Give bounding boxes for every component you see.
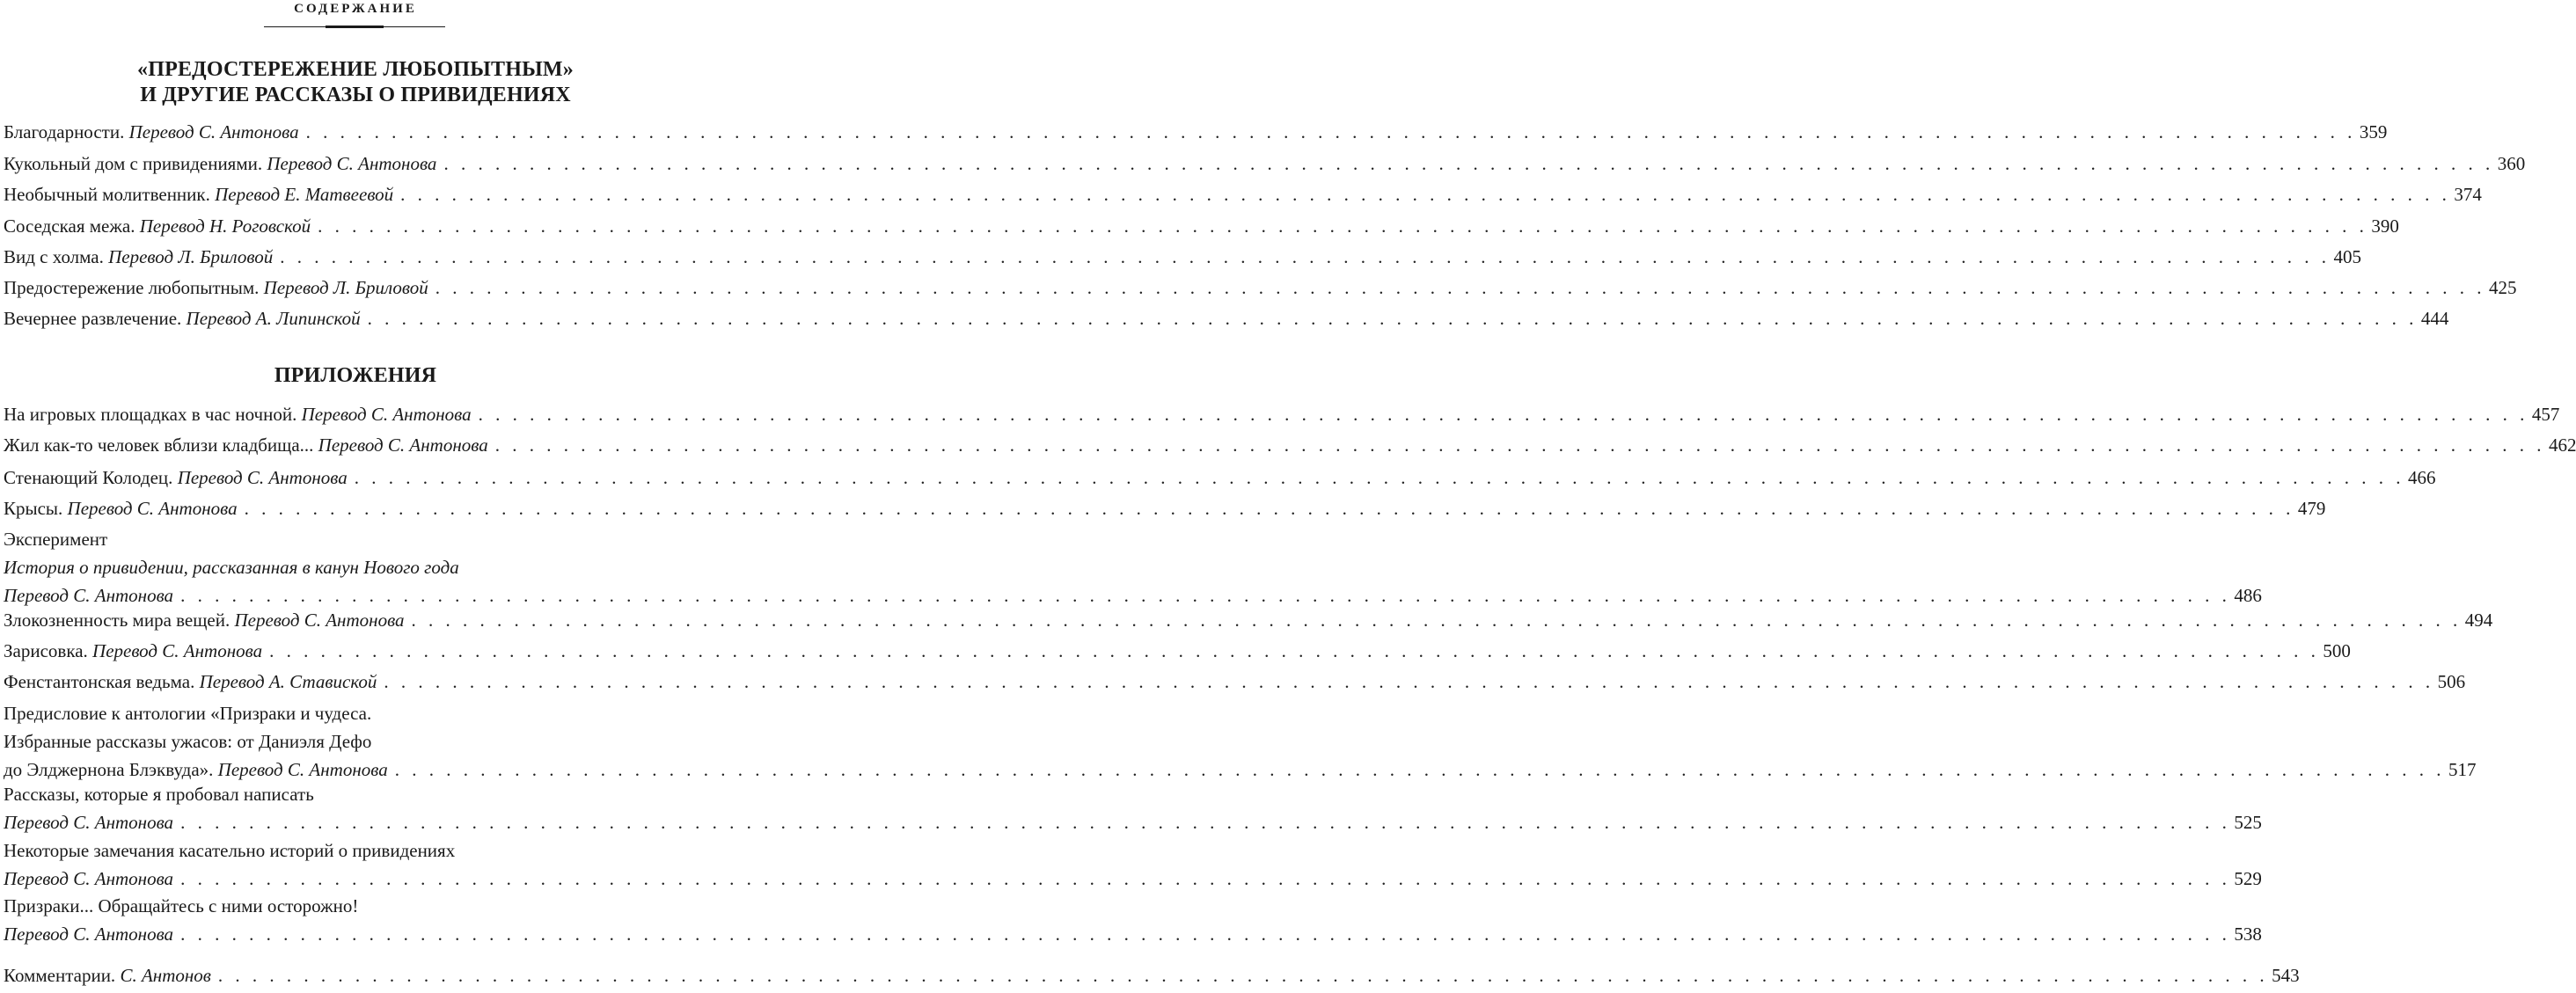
toc-entry[interactable]: [4, 606, 2493, 634]
running-head: СОДЕРЖАНИЕ: [294, 2, 417, 16]
entry-translator: Перевод С. Антонова: [318, 434, 488, 456]
dot-leader: . . . . . . . . . . . . . . . . . . . . . . . . . . . . . . . . . . . . . . . . . . . . . . . . . . . . . . . . . . . . . . . . . . . . . . . . . . . . . . . . . . . . . . . . . . . . . . . . . . . . . . . . . . . . . . . . . . . . . . . .: [180, 585, 2231, 606]
entry-translator: Перевод С. Антонова: [4, 924, 174, 945]
header-rule-ornament: [326, 26, 384, 28]
dot-leader: . . . . . . . . . . . . . . . . . . . . . . . . . . . . . . . . . . . . . . . . . . . . . . . . . . . . . . . . . . . . . . . . . . . . . . . . . . . . . . . . . . . . . . . . . . . . . . . . . . . . . . . . . . . . . . . . . . . . . . . .: [411, 610, 2462, 631]
entry-title: Крысы.: [4, 498, 63, 519]
dot-leader: . . . . . . . . . . . . . . . . . . . . . . . . . . . . . . . . . . . . . . . . . . . . . . . . . . . . . . . . . . . . . . . . . . . . . . . . . . . . . . . . . . . . . . . . . . . . . . . . . . . . . . . . . . . . . . . . . . . . . . . .: [367, 308, 2418, 329]
toc-entry[interactable]: [4, 637, 2351, 665]
toc-entry[interactable]: [4, 243, 2361, 271]
dot-leader: . . . . . . . . . . . . . . . . . . . . . . . . . . . . . . . . . . . . . . . . . . . . . . . . . . . . . . . . . . . . . . . . . . . . . . . . . . . . . . . . . . . . . . . . . . . . . . . . . . . . . . . . . . . . . . . . . . . . . . . .: [384, 671, 2434, 692]
toc-entry[interactable]: [4, 525, 2262, 610]
entry-page-number: 457: [2531, 404, 2560, 425]
toc-entry[interactable]: [4, 304, 2449, 332]
dot-leader: . . . . . . . . . . . . . . . . . . . . . . . . . . . . . . . . . . . . . . . . . . . . . . . . . . . . . . . . . . . . . . . . . . . . . . . . . . . . . . . . . . . . . . . . . . . . . . . . . . . . . . . . . . . . . . . . . . . . . . . .: [217, 965, 2269, 986]
toc-entry[interactable]: [4, 400, 2560, 428]
entry-title: Благодарности.: [4, 121, 125, 142]
entry-page-number: 390: [2371, 215, 2399, 237]
toc-entry[interactable]: [4, 494, 2326, 522]
entry-title-line: Избранные рассказы ужасов: от Даниэля Дефо: [4, 731, 372, 752]
dot-leader: . . . . . . . . . . . . . . . . . . . . . . . . . . . . . . . . . . . . . . . . . . . . . . . . . . . . . . . . . . . . . . . . . . . . . . . . . . . . . . . . . . . . . . . . . . . . . . . . . . . . . . . . . . . . . . . . . . . . . . . .: [269, 640, 2320, 661]
entry-page-number: 538: [2234, 924, 2262, 945]
entry-page-number: 425: [2489, 277, 2517, 298]
entry-title: На игровых площадках в час ночной.: [4, 404, 297, 425]
entry-page-number: 543: [2272, 965, 2300, 986]
entry-page-number: 479: [2297, 498, 2326, 519]
toc-entry[interactable]: [4, 836, 2262, 893]
dot-leader: . . . . . . . . . . . . . . . . . . . . . . . . . . . . . . . . . . . . . . . . . . . . . . . . . . . . . . . . . . . . . . . . . . . . . . . . . . . . . . . . . . . . . . . . . . . . . . . . . . . . . . . . . . . . . . . . . . . . . . . .: [280, 246, 2331, 267]
dot-leader: . . . . . . . . . . . . . . . . . . . . . . . . . . . . . . . . . . . . . . . . . . . . . . . . . . . . . . . . . . . . . . . . . . . . . . . . . . . . . . . . . . . . . . . . . . . . . . . . . . . . . . . . . . . . . . . . . . . . . . . .: [435, 277, 2486, 298]
toc-entry[interactable]: [4, 464, 2436, 492]
section-title-stories-line2: И ДРУГИЕ РАССКАЗЫ О ПРИВИДЕНИЯХ: [140, 84, 571, 106]
entry-page-number: 486: [2234, 585, 2262, 606]
entry-page-number: 529: [2234, 868, 2262, 889]
dot-leader: . . . . . . . . . . . . . . . . . . . . . . . . . . . . . . . . . . . . . . . . . . . . . . . . . . . . . . . . . . . . . . . . . . . . . . . . . . . . . . . . . . . . . . . . . . . . . . . . . . . . . . . . . . . . . . . . . . . . . . . .: [478, 404, 2528, 425]
entry-title: Кукольный дом с привидениями.: [4, 153, 263, 174]
entry-page-number: 506: [2437, 671, 2466, 692]
toc-entry[interactable]: [4, 150, 2526, 178]
entry-page-number: 462: [2548, 434, 2576, 456]
entry-page-number: 525: [2234, 812, 2262, 833]
entry-title: Зарисовка.: [4, 640, 88, 661]
dot-leader: . . . . . . . . . . . . . . . . . . . . . . . . . . . . . . . . . . . . . . . . . . . . . . . . . . . . . . . . . . . . . . . . . . . . . . . . . . . . . . . . . . . . . . . . . . . . . . . . . . . . . . . . . . . . . . . . . . . . . . . .: [354, 467, 2404, 488]
entry-title: Рассказы, которые я пробовал написать: [4, 784, 314, 805]
entry-page-number: 405: [2333, 246, 2361, 267]
entry-page-number: 500: [2323, 640, 2351, 661]
entry-title: Предостережение любопытным.: [4, 277, 260, 298]
entry-translator: Перевод С. Антонова: [4, 868, 174, 889]
entry-title: Вечернее развлечение.: [4, 308, 182, 329]
entry-title: Соседская межа.: [4, 215, 135, 237]
entry-translator: Перевод С. Антонова: [301, 404, 472, 425]
entry-page-number: 374: [2454, 184, 2482, 205]
entry-title: Эксперимент: [4, 529, 108, 550]
entry-translator: Перевод Л. Бриловой: [108, 246, 274, 267]
entry-page-number: 494: [2464, 610, 2493, 631]
section-title-stories-line1: «ПРЕДОСТЕРЕЖЕНИЕ ЛЮБОПЫТНЫМ»: [137, 58, 574, 81]
entry-page-number: 359: [2359, 121, 2388, 142]
entry-translator: Перевод С. Антонова: [217, 759, 388, 780]
toc-entry[interactable]: [4, 699, 2477, 784]
dot-leader: . . . . . . . . . . . . . . . . . . . . . . . . . . . . . . . . . . . . . . . . . . . . . . . . . . . . . . . . . . . . . . . . . . . . . . . . . . . . . . . . . . . . . . . . . . . . . . . . . . . . . . . . . . . . . . . . . . . . . . . .: [305, 121, 2356, 142]
entry-translator: Перевод С. Антонова: [177, 467, 348, 488]
toc-entry[interactable]: [4, 274, 2517, 302]
dot-leader: . . . . . . . . . . . . . . . . . . . . . . . . . . . . . . . . . . . . . . . . . . . . . . . . . . . . . . . . . . . . . . . . . . . . . . . . . . . . . . . . . . . . . . . . . . . . . . . . . . . . . . . . . . . . . . . . . . . . . . . .: [180, 924, 2231, 945]
entry-translator: Перевод С. Антонова: [92, 640, 263, 661]
entry-translator: Перевод С. Антонова: [128, 121, 299, 142]
entry-title: Некоторые замечания касательно историй о привидениях: [4, 840, 456, 861]
toc-entry[interactable]: [4, 892, 2262, 948]
dot-leader: . . . . . . . . . . . . . . . . . . . . . . . . . . . . . . . . . . . . . . . . . . . . . . . . . . . . . . . . . . . . . . . . . . . . . . . . . . . . . . . . . . . . . . . . . . . . . . . . . . . . . . . . . . . . . . . . . . . . . . . .: [180, 868, 2231, 889]
entry-title: Комментарии.: [4, 965, 116, 986]
toc-entry[interactable]: [4, 212, 2399, 240]
entry-title: до Элджернона Блэквуда».: [4, 759, 214, 780]
entry-translator: Перевод С. Антонова: [267, 153, 437, 174]
entry-translator: Перевод Е. Матвеевой: [215, 184, 394, 205]
toc-entry[interactable]: [4, 961, 2300, 989]
dot-leader: . . . . . . . . . . . . . . . . . . . . . . . . . . . . . . . . . . . . . . . . . . . . . . . . . . . . . . . . . . . . . . . . . . . . . . . . . . . . . . . . . . . . . . . . . . . . . . . . . . . . . . . . . . . . . . . . . . . . . . . .: [180, 812, 2231, 833]
entry-translator: Перевод С. Антонова: [4, 812, 174, 833]
entry-translator: Перевод А. Ставиской: [199, 671, 377, 692]
entry-title: Жил как-то человек вблизи кладбища...: [4, 434, 314, 456]
entry-page-number: 444: [2420, 308, 2449, 329]
entry-title: Стенающий Колодец.: [4, 467, 173, 488]
dot-leader: . . . . . . . . . . . . . . . . . . . . . . . . . . . . . . . . . . . . . . . . . . . . . . . . . . . . . . . . . . . . . . . . . . . . . . . . . . . . . . . . . . . . . . . . . . . . . . . . . . . . . . . . . . . . . . . . . . . . . . . .: [318, 215, 2368, 237]
entry-translator: Перевод Л. Бриловой: [263, 277, 428, 298]
entry-translator: Перевод Н. Роговской: [139, 215, 311, 237]
entry-page-number: 517: [2448, 759, 2477, 780]
entry-title: Необычный молитвенник.: [4, 184, 210, 205]
toc-entry[interactable]: [4, 118, 2388, 146]
entry-title: Фенстантонская ведьма.: [4, 671, 195, 692]
toc-page: [4, 0, 2576, 993]
entry-title-line: Предисловие к антологии «Призраки и чудеса.: [4, 703, 372, 724]
toc-entry[interactable]: [4, 180, 2482, 208]
dot-leader: . . . . . . . . . . . . . . . . . . . . . . . . . . . . . . . . . . . . . . . . . . . . . . . . . . . . . . . . . . . . . . . . . . . . . . . . . . . . . . . . . . . . . . . . . . . . . . . . . . . . . . . . . . . . . . . . . . . . . . . .: [494, 434, 2545, 456]
section-title-appendices: ПРИЛОЖЕНИЯ: [274, 364, 437, 387]
entry-title: Вид с холма.: [4, 246, 104, 267]
dot-leader: . . . . . . . . . . . . . . . . . . . . . . . . . . . . . . . . . . . . . . . . . . . . . . . . . . . . . . . . . . . . . . . . . . . . . . . . . . . . . . . . . . . . . . . . . . . . . . . . . . . . . . . . . . . . . . . . . . . . . . . .: [443, 153, 2494, 174]
toc-entry[interactable]: [4, 668, 2466, 696]
toc-entry[interactable]: [4, 780, 2262, 836]
entry-subtitle: История о привидении, рассказанная в канун Нового года: [4, 557, 459, 578]
entry-translator: С. Антонов: [120, 965, 211, 986]
entry-translator: Перевод С. Антонова: [67, 498, 238, 519]
entry-page-number: 360: [2497, 153, 2526, 174]
entry-translator: Перевод А. Липинской: [186, 308, 361, 329]
entry-page-number: 466: [2408, 467, 2436, 488]
entry-title: Злокозненность мира вещей.: [4, 610, 231, 631]
toc-entry[interactable]: [4, 431, 2576, 459]
entry-translator: Перевод С. Антонова: [4, 585, 174, 606]
entry-title: Призраки... Обращайтесь с ними осторожно!: [4, 895, 359, 916]
dot-leader: . . . . . . . . . . . . . . . . . . . . . . . . . . . . . . . . . . . . . . . . . . . . . . . . . . . . . . . . . . . . . . . . . . . . . . . . . . . . . . . . . . . . . . . . . . . . . . . . . . . . . . . . . . . . . . . . . . . . . . . .: [400, 184, 2451, 205]
dot-leader: . . . . . . . . . . . . . . . . . . . . . . . . . . . . . . . . . . . . . . . . . . . . . . . . . . . . . . . . . . . . . . . . . . . . . . . . . . . . . . . . . . . . . . . . . . . . . . . . . . . . . . . . . . . . . . . . . . . . . . . .: [394, 759, 2445, 780]
dot-leader: . . . . . . . . . . . . . . . . . . . . . . . . . . . . . . . . . . . . . . . . . . . . . . . . . . . . . . . . . . . . . . . . . . . . . . . . . . . . . . . . . . . . . . . . . . . . . . . . . . . . . . . . . . . . . . . . . . . . . . . .: [244, 498, 2294, 519]
entry-translator: Перевод С. Антонова: [234, 610, 405, 631]
